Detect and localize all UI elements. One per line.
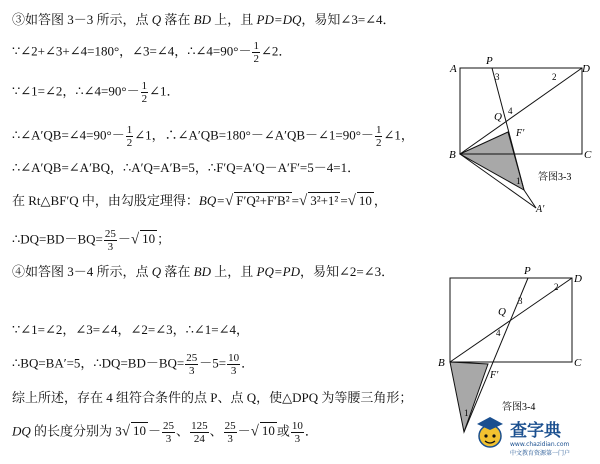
- line-final-answer: DQ 的长度分别为 3√ 10 － $\frac{25}{3}$ 、 $\frac{125}{24}$ 、 $\frac{25}{3}$ －√ 10 或 $\frac{10}{3}$ ．: [12, 420, 318, 445]
- line-bq-result: ∴BQ=BA′=5，∴DQ=BD－BQ= $\frac{25}{3}$ －5= $\frac{10}{3}$ ．: [12, 352, 255, 377]
- fraction-half: $\frac{1}{2}$: [253, 40, 259, 65]
- line-angle-sum: ∵∠2+∠3+∠4=180°，∠3=∠4，∴∠4=90°－ $\frac{1}{2}$ ∠2．: [12, 40, 292, 65]
- fraction-half: $\frac{1}{2}$: [141, 80, 148, 105]
- diagonal-bd: [460, 68, 582, 154]
- line-angle1: ∵∠1=∠2，∴∠4=90°－ $\frac{1}{2}$ ∠1．: [12, 80, 180, 105]
- label-C: C: [574, 357, 582, 369]
- figure-caption: 答图3-3: [538, 172, 572, 183]
- label-B: B: [449, 149, 456, 161]
- fraction-125-24: $\frac{125}{24}$: [191, 420, 208, 445]
- label-F: F′: [490, 370, 499, 381]
- figure-caption: 答图3-4: [502, 402, 536, 413]
- graduate-mascot-icon: [474, 404, 594, 460]
- label-Q: Q: [498, 306, 506, 318]
- line-angle-aqb: ∴∠A′QB=∠4=90°－ $\frac{1}{2}$ ∠1，∴∠A′QB=180°－∠A′QB－∠1=90°－ $\frac{1}{2}$ ∠1，: [12, 124, 414, 149]
- watermark-logo: [474, 404, 594, 460]
- line-case4-intro: ④如答图 3－4 所示，点 Q 落在 BD 上，且 PQ=PD，易知∠2=∠3．: [12, 264, 395, 279]
- figure-3-3-diagram: [440, 50, 590, 215]
- fraction-25-3: $\frac{25}{3}$: [186, 352, 198, 377]
- angle-3: 3: [495, 72, 500, 82]
- line-pythagoras: 在 Rt△BF′Q 中，由勾股定理得：BQ=√ F′Q²+F′B² =√ 3²+1² =√ 10 ，: [12, 193, 387, 209]
- line-case3-intro: ③如答图 3－3 所示，点 Q 落在 BD 上，且 PD=DQ，易知∠3=∠4．: [12, 12, 396, 27]
- fraction-10-3: $\frac{10}{3}$: [291, 420, 303, 445]
- fraction-half: $\frac{1}{2}$: [375, 124, 382, 149]
- label-P: P: [486, 55, 493, 67]
- angle-4: 4: [496, 328, 501, 338]
- fraction-half: $\frac{1}{2}$: [126, 124, 133, 149]
- label-C: C: [584, 149, 592, 161]
- label-A-prime: A′: [536, 204, 545, 215]
- label-A: A: [450, 63, 457, 75]
- brand-text: 查字典: [510, 421, 561, 441]
- angle-3: 3: [518, 296, 523, 306]
- segment-a-end: [524, 190, 536, 208]
- angle-4: 4: [508, 106, 513, 116]
- line-summary: 综上所述，存在 4 组符合条件的点 P、点 Q，使△DPQ 为等腰三角形；: [12, 390, 413, 405]
- label-P: P: [524, 265, 531, 277]
- label-F: F′: [516, 128, 525, 139]
- line-dq-result: ∴DQ=BD－BQ= $\frac{25}{3}$ －√ 10 ；: [12, 228, 171, 253]
- fraction-10-3: $\frac{10}{3}$: [228, 352, 240, 377]
- angle-1: 1: [464, 408, 469, 418]
- label-D: D: [574, 273, 582, 285]
- label-Q: Q: [494, 111, 502, 123]
- angle-2: 2: [552, 72, 557, 82]
- line-aq-ab: ∴∠A′QB=∠A′BQ，∴A′Q=A′B=5，∴F′Q=A′Q－A′F′=5－4=1．: [12, 160, 361, 175]
- angle-1: 1: [516, 176, 521, 186]
- brand-tagline: 中文教育资源第一门户: [510, 450, 571, 457]
- fraction-25-3: $\frac{25}{3}$: [224, 420, 236, 445]
- brand-url: www.chazidian.com: [510, 441, 570, 448]
- label-B: B: [438, 357, 445, 369]
- fraction-25-3: $\frac{25}{3}$: [104, 228, 116, 253]
- label-D: D: [582, 63, 590, 75]
- line-angles-equal: ∵∠1=∠2，∠3=∠4，∠2=∠3，∴∠1=∠4，: [12, 322, 250, 337]
- fraction-25-3: $\frac{25}{3}$: [163, 420, 175, 445]
- angle-2: 2: [554, 282, 559, 292]
